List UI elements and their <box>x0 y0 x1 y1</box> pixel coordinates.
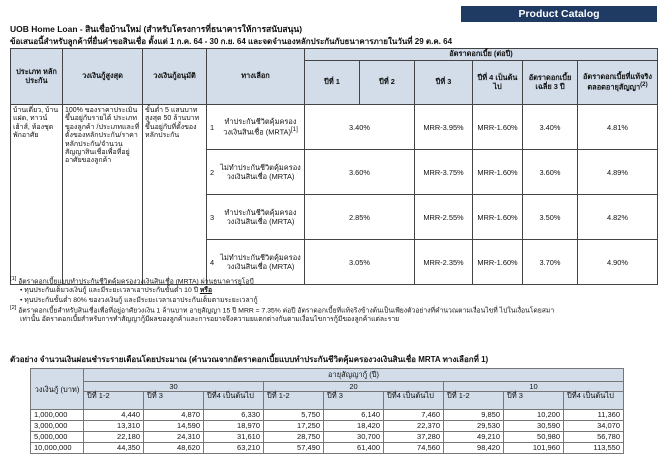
header-year2: ปีที่ 2 <box>360 61 415 105</box>
header-approval-amount: วงเงินกู้อนุมัติ <box>143 49 207 105</box>
rate-year3: MRR-3.95% <box>415 105 473 150</box>
page-title: UOB Home Loan - สินเชื่อบ้านใหม่ (สำหรับโครงการที่ธนาคารให้การสนับสนุน) <box>10 24 303 34</box>
footnote-1: [1] อัตราดอกเบี้ยแบบทำประกันชีวิตคุ้มครองวงเงินสินเชื่อ (MRTA) ผ่านธนาคารยูโอบี <box>10 276 254 286</box>
rate-effective: 4.82% <box>578 195 658 240</box>
header-avg3: อัตราดอกเบี้ย เฉลี่ย 3 ปี <box>523 61 578 105</box>
subheader-year4: ปีที่4 เป็นต้นไป <box>384 392 444 410</box>
subheader-year3: ปีที่ 3 <box>504 392 564 410</box>
header-option: ทางเลือก <box>207 49 305 105</box>
product-catalog-badge: Product Catalog <box>461 6 657 22</box>
rate-avg3: 3.60% <box>523 150 578 195</box>
subheader-year3: ปีที่ 3 <box>324 392 384 410</box>
table-row <box>31 410 624 421</box>
loan-cell: 1,000,000 <box>31 410 84 421</box>
subheader-year1-2: ปีที่ 1-2 <box>264 392 324 410</box>
value-cell: 31,610 <box>204 432 264 443</box>
value-cell: 9,850 <box>444 410 504 421</box>
value-cell: 22,370 <box>384 421 444 432</box>
header-effective: อัตราดอกเบี้ยที่แท้จริงตลอดอายุสัญญา$^{(2)}$ <box>578 61 658 105</box>
rate-effective: 4.90% <box>578 240 658 285</box>
value-cell: 30,700 <box>324 432 384 443</box>
value-cell: 28,750 <box>264 432 324 443</box>
option-cell: 1 ทำประกันชีวิตคุ้มครองวงเงินสินเชื่อ (MRTA)[1] <box>207 105 305 150</box>
page-subtitle: ข้อเสนอนี้สำหรับลูกค้าที่ยื่นคำขอสินเชื่อ ตั้งแต่ 1 ก.ค. 64 - 30 ก.ย. 64 และจดจำนองหลักประกันกับธนาคารภายในวันที่ 29 ต.ค. 64 <box>10 37 453 46</box>
rate-year3: MRR-3.75% <box>415 150 473 195</box>
loan-cell: 5,000,000 <box>31 432 84 443</box>
value-cell: 113,550 <box>564 443 624 454</box>
value-cell: 6,140 <box>324 410 384 421</box>
value-cell: 4,440 <box>84 410 144 421</box>
value-cell: 101,960 <box>504 443 564 454</box>
header-year4: ปีที่ 4 เป็นต้นไป <box>473 61 523 105</box>
value-cell: 10,200 <box>504 410 564 421</box>
header-term-30: 30 <box>84 382 264 392</box>
value-cell: 11,360 <box>564 410 624 421</box>
footnote-2-cont: เท่านั้น อัตราดอกเบี้ยสำหรับการทำสัญญากู้มีผลของลูกค้าและการอยาจจึงความยแตกต่างกันตามเงื่อนไขการกู้มีของลูกค้าแต่ละราย <box>20 316 400 324</box>
value-cell: 7,460 <box>384 410 444 421</box>
value-cell: 17,250 <box>264 421 324 432</box>
value-cell: 61,400 <box>324 443 384 454</box>
header-year1: ปีที่ 1 <box>305 61 360 105</box>
value-cell: 30,590 <box>504 421 564 432</box>
rate-avg3: 3.40% <box>523 105 578 150</box>
rate-year1-2: 3.05% <box>305 240 415 285</box>
header-term-10: 10 <box>444 382 624 392</box>
footnotes <box>10 276 657 324</box>
rate-year4: MRR-1.60% <box>473 195 523 240</box>
header-year3: ปีที่ 3 <box>415 61 473 105</box>
value-cell: 5,750 <box>264 410 324 421</box>
table-row <box>31 432 624 443</box>
subheader-year4: ปีที่4 เป็นต้นไป <box>564 392 624 410</box>
rate-year4: MRR-1.60% <box>473 150 523 195</box>
option-cell: 3 ทำประกันชีวิตคุ้มครองวงเงินสินเชื่อ (MRTA) <box>207 195 305 240</box>
collateral-type-cell: บ้านเดี่ยว, บ้านแฝด, ทาวน์เฮ้าส์, ห้องชุดพักอาศัย <box>11 105 63 285</box>
value-cell: 34,070 <box>564 421 624 432</box>
installment-example-table <box>30 368 624 454</box>
example-title: ตัวอย่าง จำนวนเงินผ่อนชำระรายเดือนโดยประมาณ (คำนวณจากอัตราดอกเบี้ยแบบทำประกันชีวิตคุ้มครองวงเงินสินเชื่อ MRTA ทางเลือกที่ 1) <box>10 355 489 364</box>
rate-year3: MRR-2.55% <box>415 195 473 240</box>
value-cell: 56,780 <box>564 432 624 443</box>
option-cell: 4 ไม่ทำประกันชีวิตคุ้มครองวงเงินสินเชื่อ (MRTA) <box>207 240 305 285</box>
subheader-year4: ปีที่4 เป็นต้นไป <box>204 392 264 410</box>
value-cell: 29,530 <box>444 421 504 432</box>
value-cell: 37,280 <box>384 432 444 443</box>
value-cell: 44,350 <box>84 443 144 454</box>
rate-effective: 4.81% <box>578 105 658 150</box>
header-rate-group: อัตราดอกเบี้ย (ต่อปี) <box>305 49 658 61</box>
loan-cell: 10,000,000 <box>31 443 84 454</box>
footnote-2: [2] อัตราดอกเบี้ยสำหรับสินเชื่อเพื่อที่อยู่อาศัยวงเงิน 1 ล้านบาท อายุสัญญา 15 ปี MRR = 7.35% ต่อปี อัตราดอกเบี้ยที่แท้จริงข้างต้นเป็นเพียงตัวอย่างที่คำนวณตามเงื่อนไขที่ ไปในเงื่อนโดยสมา <box>10 304 555 315</box>
value-cell: 24,310 <box>144 432 204 443</box>
rate-avg3: 3.50% <box>523 195 578 240</box>
rate-year3: MRR-2.35% <box>415 240 473 285</box>
header-collateral-type: ประเภท หลักประกัน <box>11 49 63 105</box>
approval-amount-cell: ขั้นต่ำ 5 แสนบาท สูงสุด 50 ล้านบาท ขึ้นอยู่กับที่ตั้งของหลักประกัน <box>143 105 207 285</box>
value-cell: 74,560 <box>384 443 444 454</box>
subheader-year3: ปีที่ 3 <box>144 392 204 410</box>
value-cell: 22,180 <box>84 432 144 443</box>
rate-year1-2: 3.60% <box>305 150 415 195</box>
rate-year1-2: 2.85% <box>305 195 415 240</box>
value-cell: 98,420 <box>444 443 504 454</box>
option-cell: 2 ไม่ทำประกันชีวิตคุ้มครองวงเงินสินเชื่อ (MRTA) <box>207 150 305 195</box>
header-loan-amount: วงเงินกู้ (บาท) <box>31 369 84 410</box>
header-max-amount: วงเงินกู้สูงสุด <box>63 49 143 105</box>
value-cell: 48,620 <box>144 443 204 454</box>
rate-year1-2: 3.40% <box>305 105 415 150</box>
max-amount-cell: 100% ของราคาประเมิน ขึ้นอยู่กับรายได้ ประเภทของลูกค้า /ประเภทและที่ตั้งของหลักประกัน/ราคาหลักประกัน/จำนวนสัญญาสินเชื่อเพื่อที่อยู่อาศัยของลูกค้า <box>63 105 143 285</box>
header-term: อายุสัญญากู้ (ปี) <box>84 369 624 382</box>
value-cell: 49,210 <box>444 432 504 443</box>
value-cell: 14,590 <box>144 421 204 432</box>
value-cell: 57,490 <box>264 443 324 454</box>
value-cell: 4,870 <box>144 410 204 421</box>
loan-cell: 3,000,000 <box>31 421 84 432</box>
rate-avg3: 3.70% <box>523 240 578 285</box>
rate-year4: MRR-1.60% <box>473 240 523 285</box>
subheader-year1-2: ปีที่ 1-2 <box>84 392 144 410</box>
value-cell: 50,980 <box>504 432 564 443</box>
footnote-bullet-1: • ทุนประกันเต็มวงเงินกู้ และมีระยะเวลาเอาประกันขั้นต่ำ 10 ปี หรือ <box>20 287 213 295</box>
table-row <box>11 105 658 150</box>
interest-rate-table <box>10 48 658 285</box>
value-cell: 63,210 <box>204 443 264 454</box>
value-cell: 18,420 <box>324 421 384 432</box>
value-cell: 6,330 <box>204 410 264 421</box>
value-cell: 18,970 <box>204 421 264 432</box>
table-row <box>31 443 624 454</box>
value-cell: 13,310 <box>84 421 144 432</box>
footnote-bullet-2: • ทุนประกันขั้นต่ำ 80% ของวงเงินกู้ และมีระยะเวลาเอาประกันเต็มตามระยะเวลากู้ <box>20 296 258 304</box>
table-row <box>31 421 624 432</box>
rate-effective: 4.89% <box>578 150 658 195</box>
rate-year4: MRR-1.60% <box>473 105 523 150</box>
subheader-year1-2: ปีที่ 1-2 <box>444 392 504 410</box>
header-term-20: 20 <box>264 382 444 392</box>
